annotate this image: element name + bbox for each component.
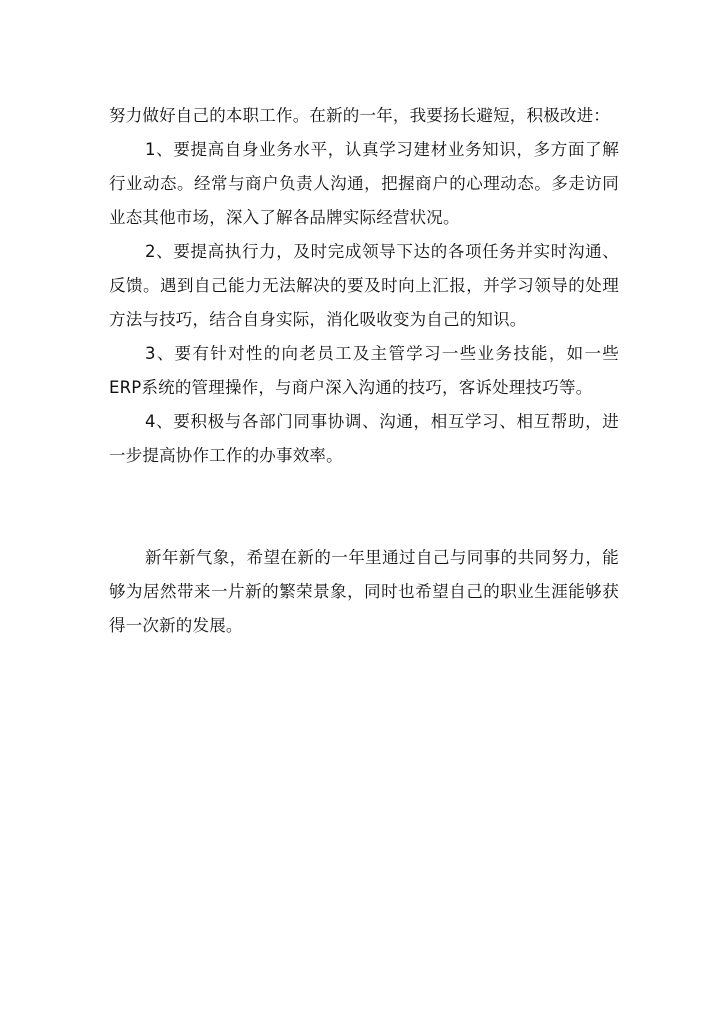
- paragraph-item-1: 1、要提高自身业务水平，认真学习建材业务知识，多方面了解行业动态。经常与商户负责人沟通，把握商户的心理动态。多走访同业态其他市场，深入了解各品牌实际经营状况。: [109, 140, 619, 227]
- paragraph-item-2: 2、要提高执行力，及时完成领导下达的各项任务并实时沟通、反馈。遇到自己能力无法解决的要及时向上汇报，并学习领导的处理方法与技巧，结合自身实际，消化吸收变为自己的知识。: [109, 242, 619, 329]
- paragraph-spacer: [109, 473, 619, 541]
- paragraph-intro: 努力做好自己的本职工作。在新的一年，我要扬长避短，积极改进：: [109, 106, 610, 125]
- paragraph-closing: 新年新气象，希望在新的一年里通过自己与同事的共同努力，能够为居然带来一片新的繁荣景象，同时也希望自己的职业生涯能够获得一次新的发展。: [109, 548, 619, 635]
- document-body: [109, 99, 619, 643]
- paragraph-item-3: 3、要有针对性的向老员工及主管学习一些业务技能，如一些ERP系统的管理操作，与商户深入沟通的技巧，客诉处理技巧等。: [109, 344, 619, 397]
- paragraph-item-4: 4、要积极与各部门同事协调、沟通，相互学习、相互帮助，进一步提高协作工作的办事效率。: [109, 412, 619, 465]
